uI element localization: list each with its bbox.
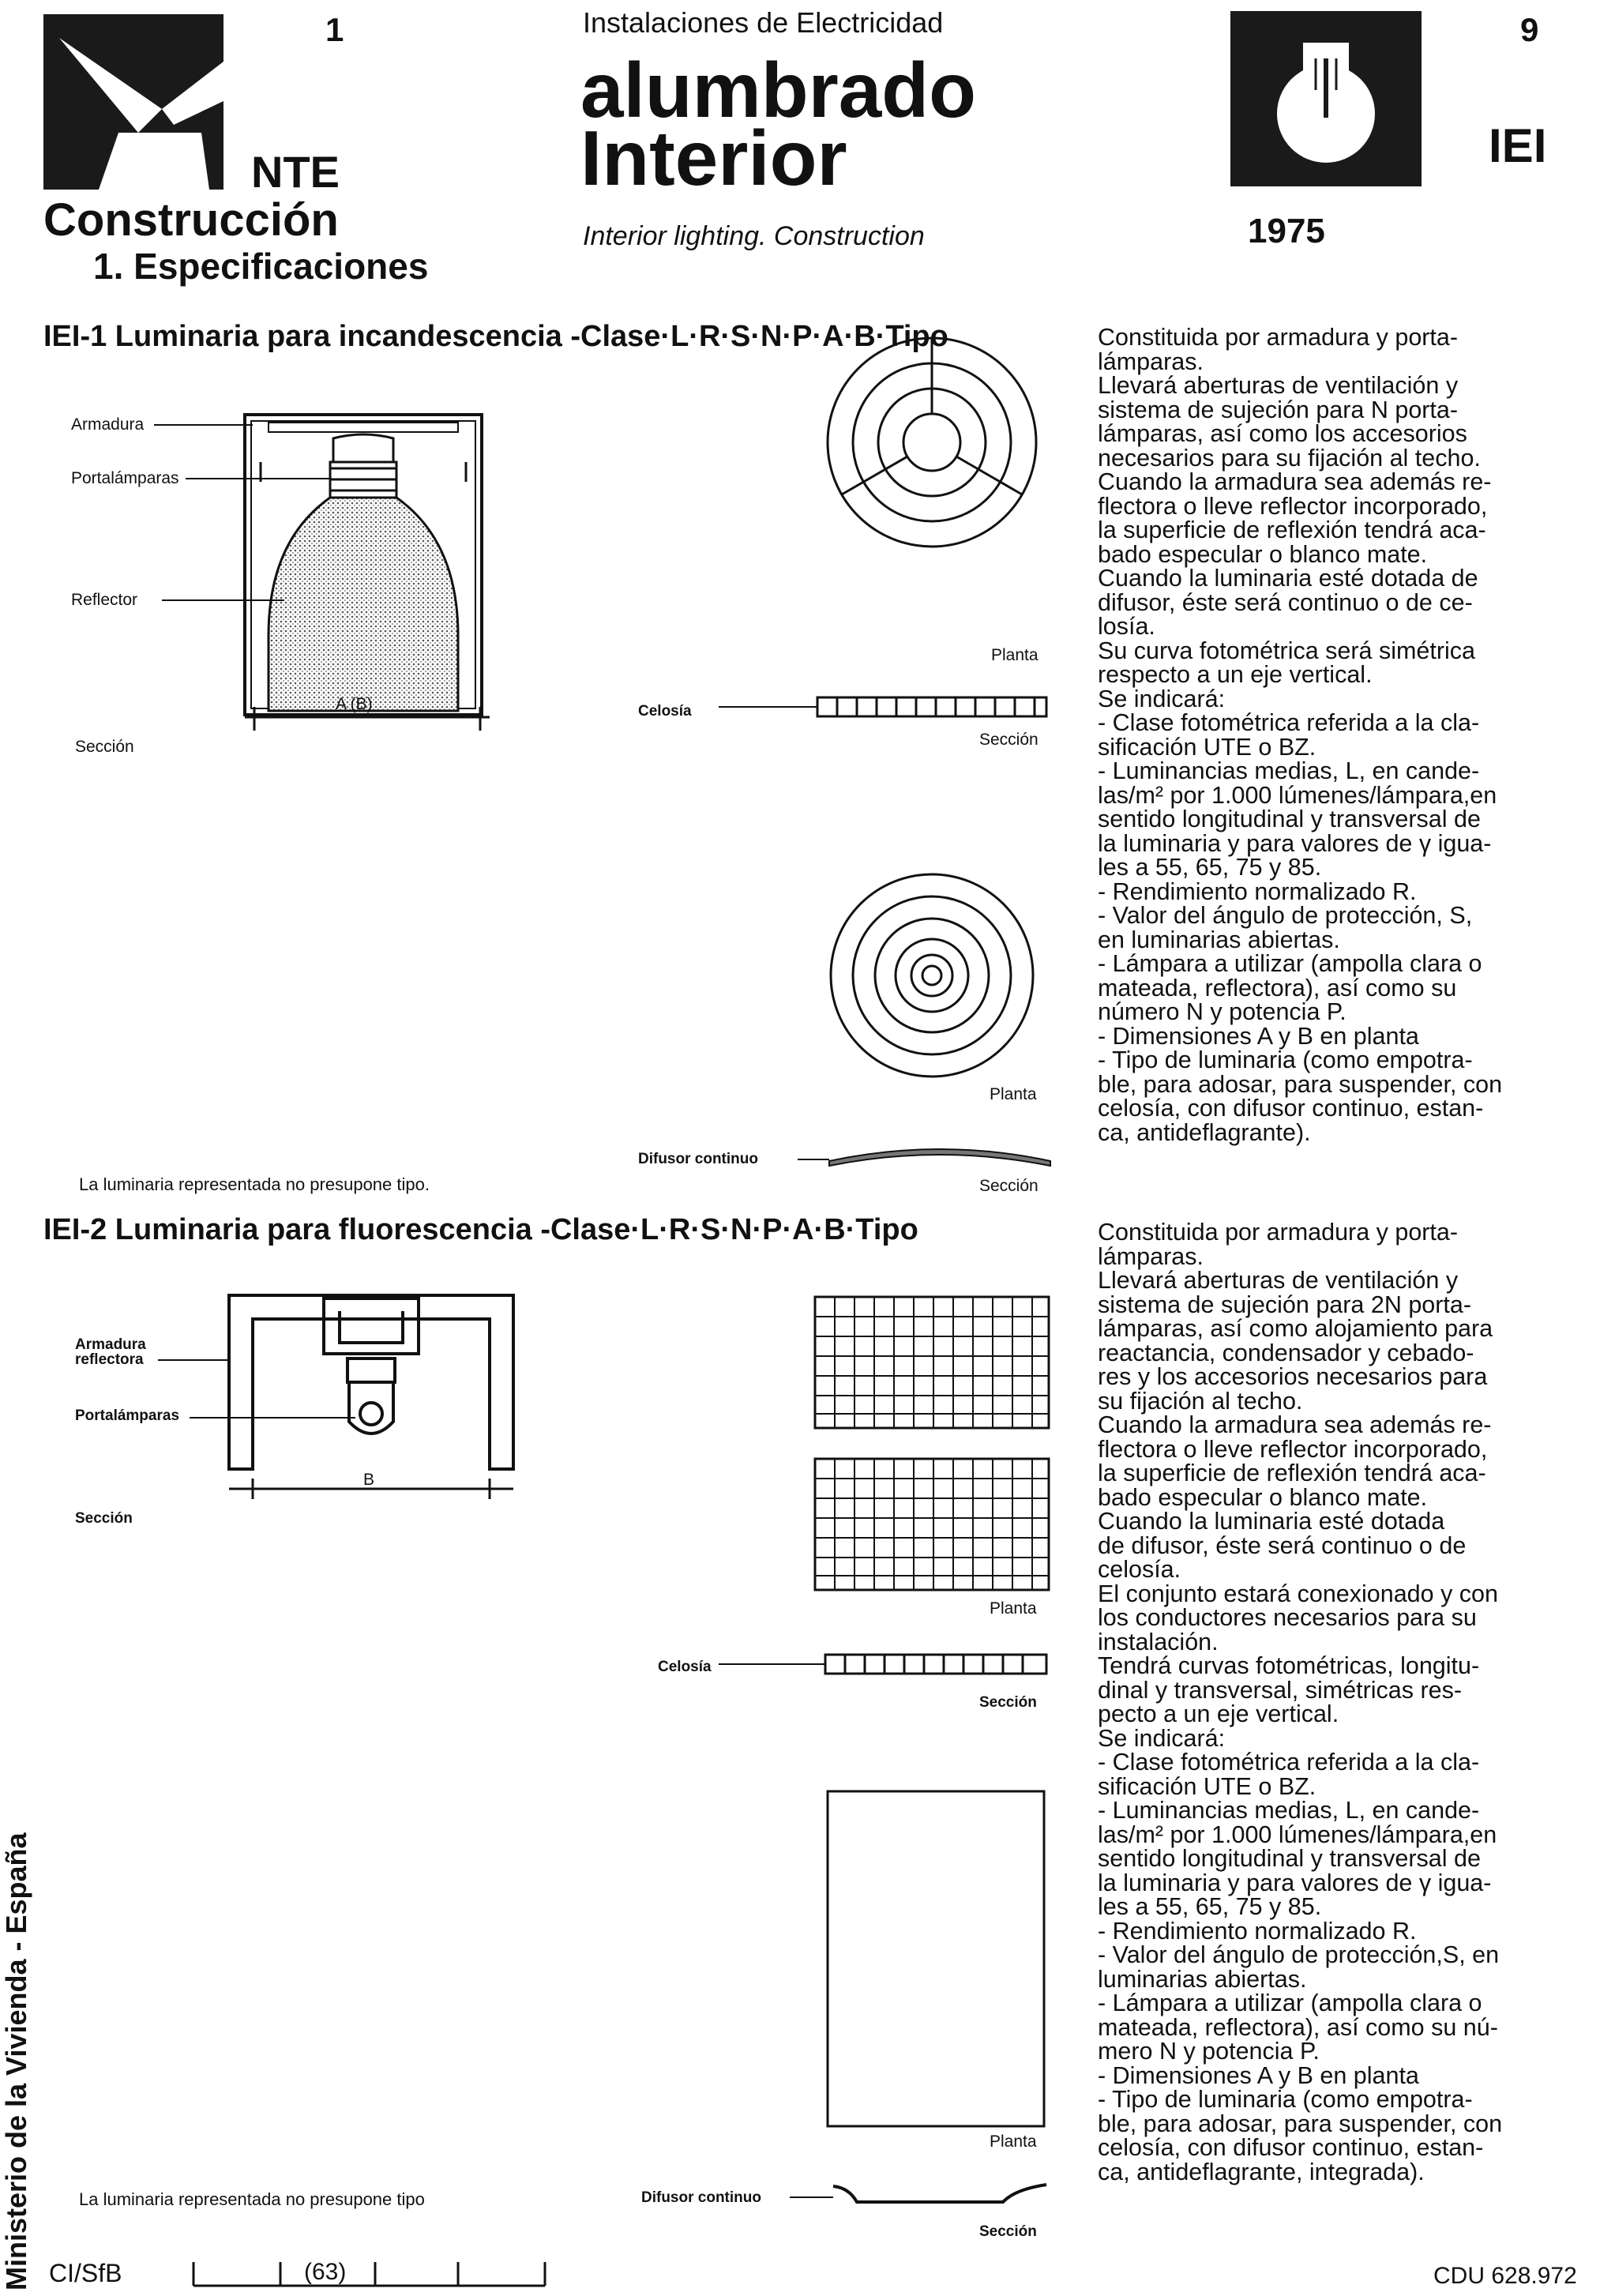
cdu-code: CDU 628.972 [1433,2263,1577,2289]
iei1-spec-text: Constituida por armadura y porta- lámparas. Llevará aberturas de ventilación y sistema de sujeción para N porta- lámparas, así como los accesorios necesarios para su fijación al techo. Cuando la armadura sea además re- flectora o lleve reflector incorporado, la superficie de reflexión tendrá aca- bado especular o blanco mate. Cuando la luminaria esté dotada de difusor, éste será continuo o de ce- losía. Su curva fotométrica será simétrica respecto a un eje vertical. Se indicará: - Clase fotométrica referida a la cla- sificación UTE o BZ. - Luminancias medias, L, en cande- las/m² por 1.000 lúmenes/lámpara,en sentido longitudinal y transversal de la luminaria y para valores de γ igua- les a 55, 65, 75 y 85. - Rendimiento normalizado R. - Valor del ángulo de protección, S, en luminarias abiertas. - Lámpara a utilizar (ampolla clara o mateada, reflectora), así como su número N y potencia P. - Dimensiones A y B en planta - Tipo de luminaria (como empotra- ble, para adosar, para suspender, con celosía, con difusor continuo, estan- ca, antideflagrante). [1098,324,1503,1146]
cisfb-boxes [190,2257,553,2289]
ministry-sidebar: Ministerio de la Vivienda - España [0,1832,32,2290]
label-seccion-2: Sección [75,1510,133,1527]
iei1-heading: IEI-1 Luminaria para incandescencia -Clase·L·R·S·N·P·A·B·Tipo [43,320,948,353]
cisfb-label: CI/SfB [49,2259,122,2287]
page-title-line1: alumbrado [580,47,976,133]
label-portalamparas: Portalámparas [71,469,179,487]
label-celosia-1: Celosía [638,703,692,720]
iei1-note: La luminaria representada no presupone tipo. [79,1174,430,1194]
label-armadura: Armadura [71,415,145,434]
label-portalamparas-2: Portalámparas [75,1407,180,1424]
fluorescent-diffuser-plan [825,1789,1046,2129]
cisfb-code: (63) [304,2259,347,2285]
fluorescent-louvre-plan-2 [813,1457,1050,1591]
label-planta-1: Planta [991,646,1038,664]
dimension-a-b: A (B) [336,695,373,713]
label-seccion-celosia-2: Sección [979,1694,1037,1711]
label-seccion-difusor-2: Sección [979,2223,1037,2240]
nte-label: NTE [251,147,340,197]
page-left-number: 1 [325,11,344,48]
page-title-line2: Interior [580,115,847,201]
label-planta-2: Planta [990,1085,1037,1103]
year: 1975 [1248,212,1325,250]
label-celosia-2: Celosía [658,1659,712,1675]
label-seccion-difusor-1: Sección [979,1177,1038,1195]
iei2-spec-text: Constituida por armadura y porta- lámparas. Llevará aberturas de ventilación y sistema de sujeción para 2N porta- lámparas, así como alojamiento para reactancia, condensador y cebado- res y los accesorios necesarios para su fijación al techo. Cuando la armadura sea además re- flectora o lleve reflector incorporado, la superficie de reflexión tendrá aca- bado especular o blanco mate. Cuando la luminaria esté dotada de difusor, éste será continuo o de celosía. El conjunto estará conexionado y con los conductores necesarios para su instalación. Tendrá curvas fotométricas, longitu- dinal y transversal, simétricas res- pecto a un eje vertical. Se indicará: - Clase fotométrica referida a la cla- sificación UTE o BZ. - Luminancias medias, L, en cande- las/m² por 1.000 lúmenes/lámpara,en sentido longitudinal y transversal de la luminaria y para valores de γ igua- les a 55, 65, 75 y 85. - Rendimiento normalizado R. - Valor del ángulo de protección,S, en luminarias abiertas. - Lámpara a utilizar (ampolla clara o mateada, reflectora), así como su nú- mero N y potencia P. - Dimensiones A y B en planta - Tipo de luminaria (como empotra- ble, para adosar, para suspender, con celosía, con difusor continuo, estan- ca, antideflagrante, integrada). [1098,1219,1503,2185]
label-planta-3: Planta [990,1599,1037,1618]
english-subtitle: Interior lighting. Construction [583,221,925,251]
label-reflector: Reflector [71,591,138,609]
louvre-section-strip-2 [719,1652,1050,1676]
diffuser-section-2 [790,2180,1050,2211]
fluorescent-louvre-plan-1 [813,1295,1050,1430]
document-code: IEI [1489,119,1547,172]
label-difusor-2: Difusor continuo [641,2189,761,2206]
label-seccion-celosia-1: Sección [979,731,1038,749]
category-label: Instalaciones de Electricidad [583,6,944,39]
iei2-note: La luminaria representada no presupone tipo [79,2189,425,2209]
label-seccion: Sección [75,738,134,756]
label-planta-4: Planta [990,2133,1037,2151]
section-label: 1. Especificaciones [93,246,429,287]
label-difusor-1: Difusor continuo [638,1151,758,1167]
page-right-number: 9 [1520,11,1539,48]
construccion-label: Construcción [43,194,339,246]
label-armadura-reflectora: Armadura reflectora [75,1336,146,1368]
dimension-b: B [363,1471,375,1489]
iei2-heading: IEI-2 Luminaria para fluorescencia -Clase·L·R·S·N·P·A·B·Tipo [43,1213,918,1246]
